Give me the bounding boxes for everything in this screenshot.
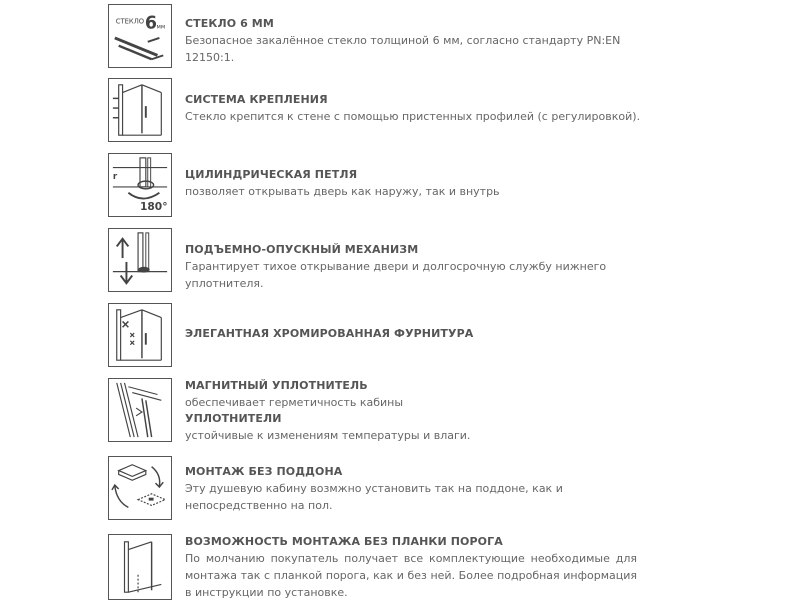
feature-title: ВОЗМОЖНОСТЬ МОНТАЖА БЕЗ ПЛАНКИ ПОРОГА — [185, 535, 503, 548]
no-tray-install-icon — [108, 456, 172, 520]
feature-description: Стекло крепится к стене с помощью пристенных профилей (с регулировкой). — [185, 110, 641, 123]
feature-title: СТЕКЛО 6 ММ — [185, 17, 274, 30]
magnetic-seal-icon — [108, 378, 172, 442]
icon-label-glass: СТЕКЛО — [115, 17, 145, 26]
feature-description: По молчанию покупатель получает все комплектующие необходимые для монтажа так с планкой порога, как и без ней. Более подробная информация в инструкции по установке. — [185, 552, 637, 599]
chrome-fittings-icon — [108, 303, 172, 367]
feature-description: Безопасное закалённое стекло толщиной 6 мм, согласно стандарту PN:EN 12150:1. — [185, 34, 621, 64]
icon-value-six: 6 — [144, 13, 157, 34]
feature-title: МАГНИТНЫЙ УПЛОТНИТЕЛЬ — [185, 379, 368, 392]
threshold-install-icon — [108, 534, 172, 600]
feature-description: позволяет открывать дверь как наружу, так и внутрь — [185, 185, 500, 198]
feature-title: ПОДЪЕМНО-ОПУСКНЫЙ МЕХАНИЗМ — [185, 243, 419, 256]
feature-title: ЦИЛИНДРИЧЕСКАЯ ПЕТЛЯ — [185, 168, 358, 181]
feature-description: обеспечивает герметичность кабины — [185, 396, 404, 409]
feature-subtitle: УПЛОТНИТЕЛИ — [185, 412, 282, 425]
cylinder-hinge-icon — [108, 153, 172, 217]
wall-mount-icon — [108, 78, 172, 142]
glass-thickness-icon — [108, 4, 172, 68]
feature-description: Гарантирует тихое открывание двери и долгосрочную службу нижнего уплотнителя. — [185, 260, 607, 290]
feature-title: ЭЛЕГАНТНАЯ ХРОМИРОВАННАЯ ФУРНИТУРА — [185, 327, 474, 340]
lift-mechanism-icon — [108, 228, 172, 292]
feature-subdescription: устойчивые к изменениям температуры и влаги. — [185, 429, 471, 442]
feature-description: Эту душевую кабину возмжно установить так на поддоне, как и непосредственно на пол. — [185, 482, 563, 512]
icon-unit-mm: мм — [156, 24, 166, 31]
icon-angle-label: 180° — [140, 200, 168, 214]
feature-title: СИСТЕМА КРЕПЛЕНИЯ — [185, 93, 328, 106]
feature-title: МОНТАЖ БЕЗ ПОДДОНА — [185, 465, 343, 478]
svg-text:r: r — [112, 172, 118, 183]
